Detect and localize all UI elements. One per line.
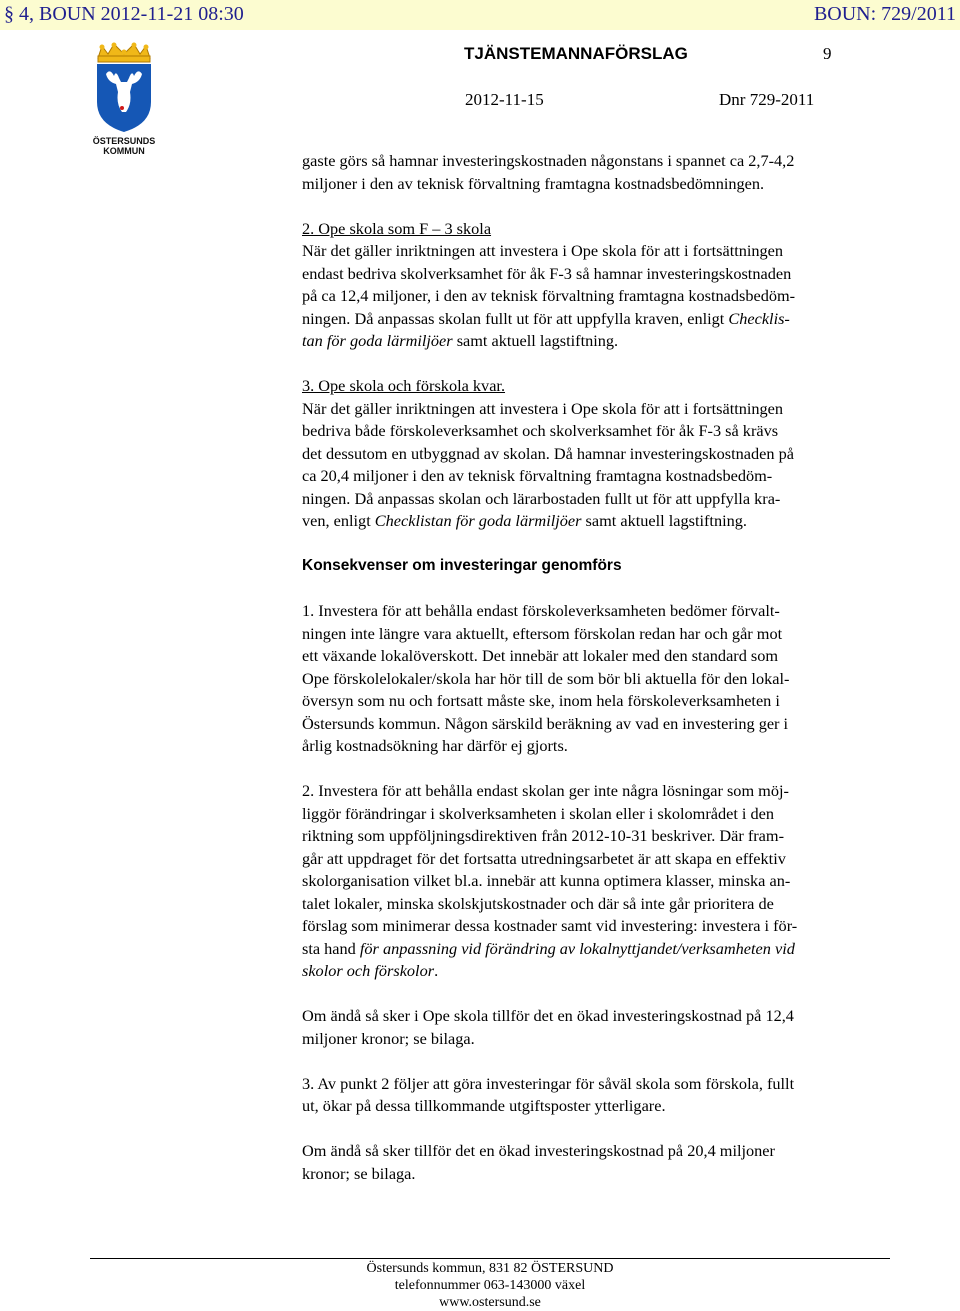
banner-left-text: § 4, BOUN 2012-11-21 08:30 — [4, 3, 244, 25]
body-line — [302, 510, 902, 533]
body-line: kronor; se bilaga. — [302, 1163, 416, 1183]
body-text: sta hand — [302, 938, 360, 958]
footer-phone: telefonnummer 063-143000 växel — [394, 1278, 586, 1293]
body-text: . — [434, 961, 439, 980]
body-line: talet lokaler, minska skolskjutskostnader och där så inte går prioritera de — [302, 893, 774, 913]
body-line: 1. Investera för att behålla endast förskoleverksamheten bedömer förvalt- — [302, 601, 780, 620]
section-heading: 2. Ope skola som F – 3 skola — [302, 218, 492, 238]
body-line: 2. Investera för att behålla endast skolan ger inte några lösningar som möj- — [302, 781, 789, 800]
body-line: miljoner kronor; se bilaga. — [302, 1028, 475, 1048]
body-line: ut, ökar på dessa tillkommande utgiftsposter ytterligare. — [302, 1096, 666, 1115]
banner-right-text: BOUN: 729/2011 — [813, 3, 956, 25]
document-date: 2012-11-15 — [465, 90, 544, 109]
body-line: När det gäller inriktningen att investera i Ope skola för att i fortsättningen — [302, 398, 784, 418]
consequences-heading: Konsekvenser om investeringar genomförs — [302, 557, 622, 574]
body-line — [302, 308, 902, 331]
body-line: går att uppdraget för det fortsatta utredningsarbetet är att skapa en effektiv — [302, 848, 786, 868]
section-heading: 3. Ope skola och förskola kvar. — [302, 376, 506, 395]
footer-divider — [90, 1258, 890, 1259]
agenda-banner — [0, 0, 960, 30]
page-number: 9 — [823, 44, 832, 63]
footer-address: Östersunds kommun, 831 82 ÖSTERSUND — [366, 1261, 614, 1276]
document-number: Dnr 729-2011 — [719, 90, 815, 109]
italic-text: för anpassning vid förändring av lokalnyttjandet/verksamheten vid — [359, 938, 795, 958]
body-line: När det gäller inriktningen att investera i Ope skola för att i fortsättningen — [302, 241, 784, 260]
body-text: samt aktuell lagstiftning. — [452, 331, 619, 350]
body-line: på ca 12,4 miljoner, i den av teknisk förvaltning framtagna kostnadsbedöm- — [302, 286, 796, 305]
checklist-title: Checklis- — [728, 308, 790, 328]
body-line: liggör förändringar i skolverksamheten i skolan eller i skolområdet i den — [302, 803, 775, 823]
footer — [0, 1260, 960, 1311]
logo-text — [92, 136, 156, 156]
body-line: riktning som uppföljningsdirektiven från 2012-10-31 beskriver. Där fram- — [302, 826, 784, 845]
body-line: Ope förskolelokaler/skola har hör till de som bör bli aktuella för den lokal- — [302, 668, 790, 688]
body-line: Östersunds kommun. Någon särskild beräkning av vad en investering ger i — [302, 713, 789, 733]
body-line: förslag som minimerar dessa kostnader samt vid investering: investera i för- — [302, 916, 798, 935]
body-line: miljoner i den av teknisk förvaltning framtagna kostnadsbedömningen. — [302, 173, 765, 193]
body-line: gaste görs så hamnar investeringskostnaden någonstans i spannet ca 2,7-4,2 — [302, 151, 795, 170]
body-line: ningen inte längre vara aktuellt, eftersom förskolan redan har och går mot — [302, 623, 783, 643]
municipality-logo — [92, 42, 156, 162]
body-text: samt aktuell lagstiftning. — [581, 511, 747, 530]
body-line: ett växande lokalöverskott. Det innebär att lokaler med den standard som — [302, 646, 779, 665]
body-text: ven, enligt — [302, 511, 375, 530]
body-line: 3. Av punkt 2 följer att göra investeringar för såväl skola som förskola, fullt — [302, 1073, 795, 1093]
document-type: TJÄNSTEMANNAFÖRSLAG — [464, 44, 688, 63]
body-line: skolorganisation vilket bl.a. innebär att kunna optimera klasser, minska an- — [302, 871, 791, 890]
body-line: ningen. Då anpassas skolan och lärarbostaden fullt ut för att uppfylla kra- — [302, 488, 781, 508]
footer-website: www.ostersund.se — [439, 1295, 541, 1310]
body-line: det dessutom en utbyggnad av skolan. Då hamnar investeringskostnaden på — [302, 443, 794, 463]
body-line — [302, 938, 902, 961]
logo-name-line2: KOMMUN — [103, 146, 145, 156]
body-line: endast bedriva skolverksamhet för åk F-3 så hamnar investeringskostnaden — [302, 263, 792, 283]
body-line: Om ändå så sker i Ope skola tillför det en ökad investeringskostnad på 12,4 — [302, 1006, 794, 1025]
body-text: ningen. Då anpassas skolan fullt ut för att uppfylla kraven, enligt — [302, 308, 729, 328]
italic-text: skolor och förskolor — [302, 961, 435, 980]
body-line: årlig kostnadsökning har därför ej gjorts. — [302, 736, 568, 755]
body-line: ca 20,4 miljoner i den av teknisk förvaltning framtagna kostnadsbedöm- — [302, 466, 773, 485]
body-line: översyn som nu och fortsatt måste ske, inom hela förskoleverksamheten i — [302, 691, 780, 710]
document-body — [302, 150, 902, 1185]
logo-name-line1: ÖSTERSUNDS — [92, 136, 156, 146]
checklist-title: Checklistan för goda lärmiljöer — [374, 511, 582, 530]
body-line — [302, 960, 902, 983]
body-line: bedriva både förskoleverksamhet och skolverksamhet för åk F-3 så krävs — [302, 421, 779, 440]
ostersund-coat-of-arms-icon — [92, 42, 156, 134]
checklist-title: tan för goda lärmiljöer — [302, 331, 453, 350]
body-line: Om ändå så sker tillför det en ökad investeringskostnad på 20,4 miljoner — [302, 1141, 775, 1160]
body-line — [302, 330, 902, 353]
